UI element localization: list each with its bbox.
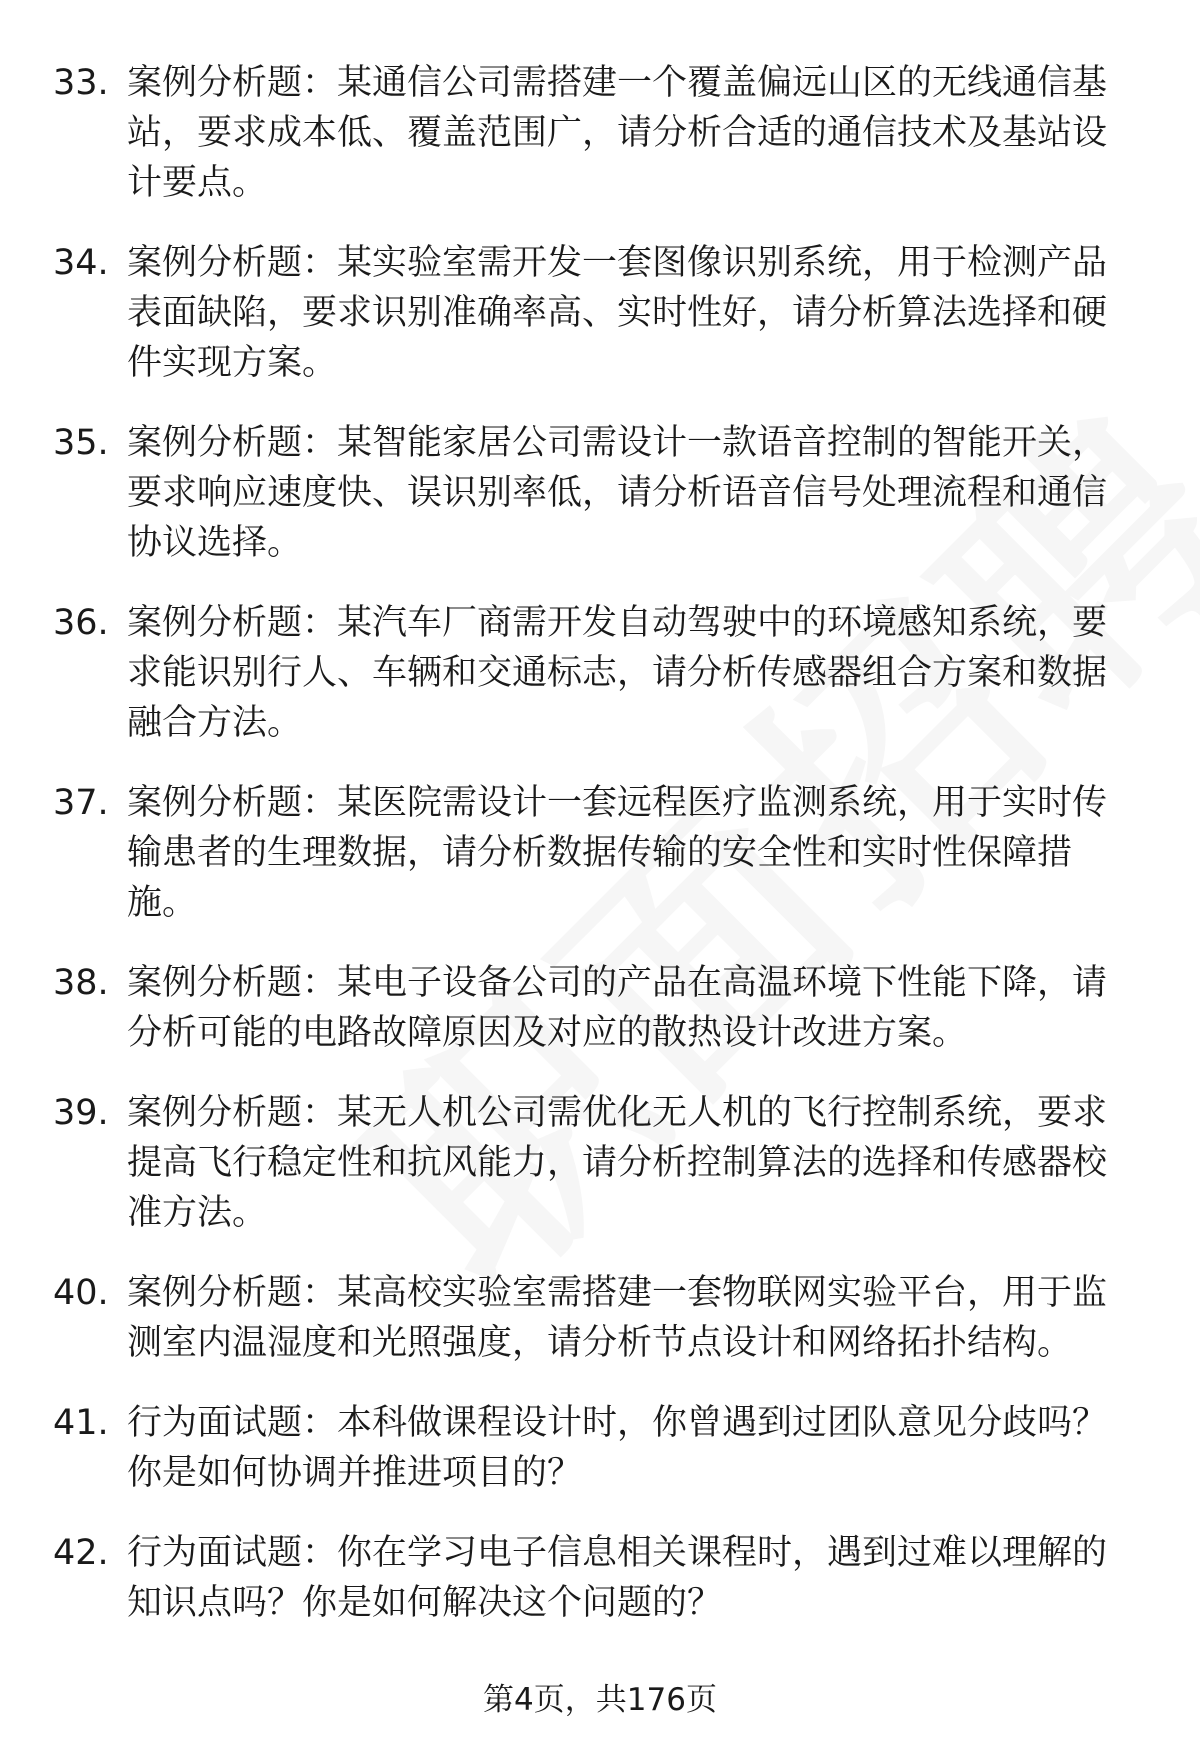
- question-item: [0, 418, 1200, 568]
- question-text: 案例分析题：某无人机公司需优化无人机的飞行控制系统，要求提高飞行稳定性和抗风能力，请分析控制算法的选择和传感器校准方法。: [127, 1093, 1108, 1233]
- question-item: [0, 1528, 1200, 1628]
- question-text: 案例分析题：某实验室需开发一套图像识别系统，用于检测产品表面缺陷，要求识别准确率高、实时性好，请分析算法选择和硬件实现方案。: [127, 243, 1108, 383]
- question-number: 40.: [53, 1273, 109, 1313]
- question-text: 案例分析题：某高校实验室需搭建一套物联网实验平台，用于监测室内温湿度和光照强度，请分析节点设计和网络拓扑结构。: [127, 1273, 1108, 1363]
- question-item: [0, 1398, 1200, 1498]
- question-number: 41.: [53, 1403, 109, 1443]
- question-number: 38.: [53, 963, 109, 1003]
- question-number: 37.: [53, 783, 109, 823]
- question-text: 案例分析题：某通信公司需搭建一个覆盖偏远山区的无线通信基站，要求成本低、覆盖范围广，请分析合适的通信技术及基站设计要点。: [127, 63, 1108, 203]
- question-item: [0, 58, 1200, 208]
- question-item: [0, 958, 1200, 1058]
- question-number: 42.: [53, 1533, 109, 1573]
- question-text: 案例分析题：某电子设备公司的产品在高温环境下性能下降，请分析可能的电路故障原因及对应的散热设计改进方案。: [127, 963, 1108, 1053]
- question-text: 案例分析题：某汽车厂商需开发自动驾驶中的环境感知系统，要求能识别行人、车辆和交通标志，请分析传感器组合方案和数据融合方法。: [127, 603, 1108, 743]
- question-number: 36.: [53, 603, 109, 643]
- question-number: 34.: [53, 243, 109, 283]
- question-item: [0, 1088, 1200, 1238]
- question-item: [0, 598, 1200, 748]
- question-number: 35.: [53, 423, 109, 463]
- question-list: [0, 58, 1200, 1658]
- question-number: 33.: [53, 63, 109, 103]
- question-item: [0, 1268, 1200, 1368]
- question-text: 案例分析题：某医院需设计一套远程医疗监测系统，用于实时传输患者的生理数据，请分析数据传输的安全性和实时性保障措施。: [127, 783, 1108, 923]
- question-text: 行为面试题：本科做课程设计时，你曾遇到过团队意见分歧吗？你是如何协调并推进项目的？: [127, 1403, 1108, 1493]
- question-text: 行为面试题：你在学习电子信息相关课程时，遇到过难以理解的知识点吗？你是如何解决这个问题的？: [127, 1533, 1108, 1623]
- page-footer: 第4页，共176页: [483, 1682, 717, 1718]
- question-item: [0, 238, 1200, 388]
- question-number: 39.: [53, 1093, 109, 1133]
- question-item: [0, 778, 1200, 928]
- question-text: 案例分析题：某智能家居公司需设计一款语音控制的智能开关，要求响应速度快、误识别率低，请分析语音信号处理流程和通信协议选择。: [127, 423, 1108, 563]
